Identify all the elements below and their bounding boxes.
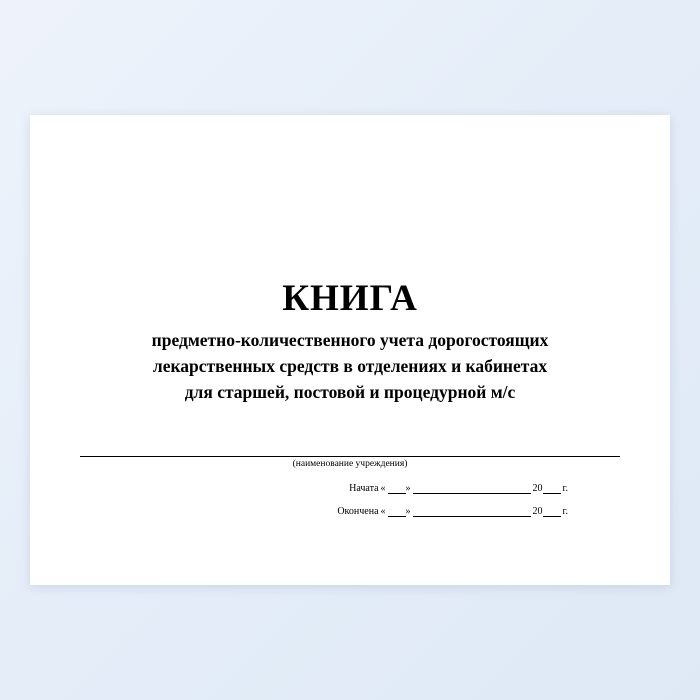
finished-quote-open: « [380, 506, 386, 517]
finished-year-prefix: 20 [532, 506, 543, 517]
finished-label: Окончена [337, 506, 379, 517]
finished-quote-close: » [405, 506, 411, 517]
started-quote-close: » [405, 483, 411, 494]
cover-content [30, 115, 670, 585]
started-day-field [388, 483, 406, 494]
started-label: Начата [349, 483, 379, 494]
started-year-suffix: г. [562, 483, 568, 494]
institution-rule [80, 455, 620, 457]
started-year-prefix: 20 [532, 483, 543, 494]
institution-block [80, 455, 620, 469]
started-year-field [543, 483, 561, 494]
subtitle-line-1: предметно-количественного учета дорогостоящих [151, 329, 549, 350]
finished-year-suffix: г. [562, 506, 568, 517]
book-cover [30, 115, 670, 585]
subtitle-line-2: лекарственных средств в отделениях и кабинетах [152, 356, 548, 377]
page-title: КНИГА [282, 278, 418, 319]
date-row-started [80, 483, 620, 494]
subtitle-line-3: для старшей, постовой и процедурной м/с [184, 382, 516, 403]
dates-block [80, 483, 620, 529]
institution-caption: (наименование учреждения) [292, 459, 408, 469]
finished-day-field [388, 506, 406, 517]
finished-year-field [543, 506, 561, 517]
finished-month-field [413, 506, 531, 517]
date-row-finished [80, 506, 620, 517]
started-quote-open: « [380, 483, 386, 494]
started-month-field [413, 483, 531, 494]
title-block [85, 280, 615, 406]
subtitle-block [85, 327, 615, 406]
